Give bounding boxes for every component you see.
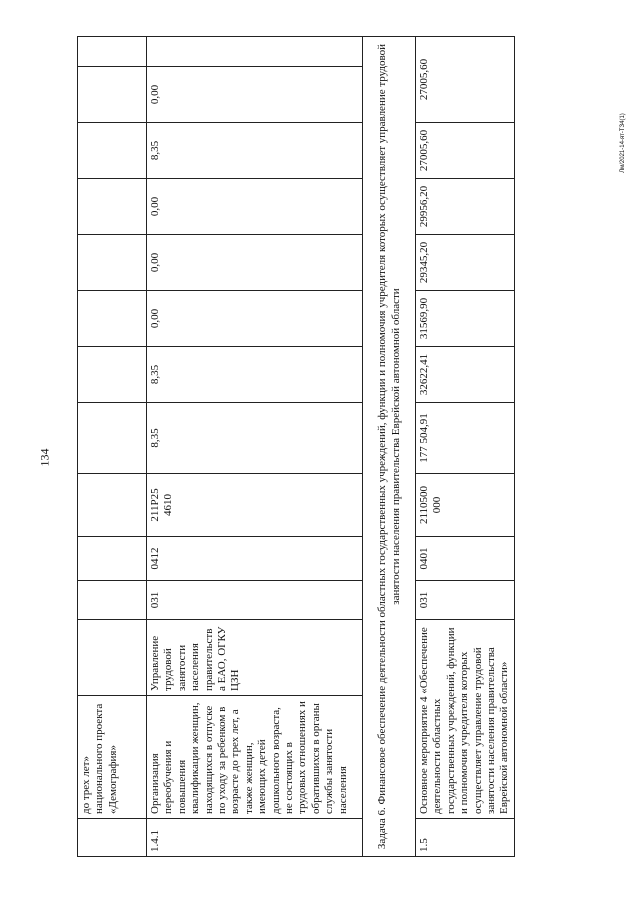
csr-code bbox=[78, 474, 147, 537]
rzpr-code bbox=[78, 537, 147, 581]
amount-year: 27005,60 bbox=[416, 123, 515, 179]
rotated-table-wrapper bbox=[77, 37, 511, 857]
row-number: 1.5 bbox=[416, 819, 515, 857]
budget-table bbox=[77, 36, 515, 857]
amount-total: 8,35 bbox=[147, 403, 363, 474]
row-number: 1.4.1 bbox=[147, 819, 363, 857]
task-header: Задача 6. Финансовое обеспечение деятельности областных государственных учреждений, функции и полномочия учредителя которых осуществляет управление трудовой занятости населения правительства Еврейской автономной области bbox=[363, 37, 416, 857]
amount-year bbox=[78, 67, 147, 123]
amount-year: 8,35 bbox=[147, 347, 363, 403]
executor bbox=[78, 620, 147, 696]
amount-year: 29956,20 bbox=[416, 179, 515, 235]
page-number: 134 bbox=[37, 448, 52, 467]
amount-year bbox=[78, 235, 147, 291]
measure-name: Основное мероприятие 4 «Обеспечение деятельности областных государственных учреждений, функции и полномочия учредителя которых осуществляет управление трудовой занятости населения правительства Еврейской автономной области» bbox=[416, 620, 515, 819]
document-code: Лм/2021-14-ят-ТЗ4(1) bbox=[620, 113, 626, 173]
amount-total bbox=[78, 403, 147, 474]
table-row bbox=[416, 37, 515, 857]
amount-year: 31569,90 bbox=[416, 291, 515, 347]
measure-name: до трех лет» национального проекта «Демография» bbox=[78, 696, 147, 819]
amount-year bbox=[78, 37, 147, 67]
table-row bbox=[78, 37, 147, 857]
amount-year bbox=[78, 347, 147, 403]
csr-code: 2110500 000 bbox=[416, 474, 515, 537]
task-header-row bbox=[363, 37, 416, 857]
grbs-code: 031 bbox=[147, 581, 363, 620]
amount-year bbox=[147, 37, 363, 67]
amount-year bbox=[78, 179, 147, 235]
amount-year: 0,00 bbox=[147, 67, 363, 123]
executor: Управление трудовой занятости населения правительства ЕАО, ОГКУ ЦЗН bbox=[147, 620, 363, 696]
amount-year bbox=[78, 123, 147, 179]
table-row bbox=[147, 37, 363, 857]
grbs-code: 031 bbox=[416, 581, 515, 620]
grbs-code bbox=[78, 581, 147, 620]
amount-year: 0,00 bbox=[147, 291, 363, 347]
row-number bbox=[78, 819, 147, 857]
rzpr-code: 0401 bbox=[416, 537, 515, 581]
amount-year: 32622,41 bbox=[416, 347, 515, 403]
amount-year: 8,35 bbox=[147, 123, 363, 179]
amount-year: 27005,60 bbox=[416, 37, 515, 123]
rzpr-code: 0412 bbox=[147, 537, 363, 581]
csr-code: 211Р25 4610 bbox=[147, 474, 363, 537]
amount-year: 0,00 bbox=[147, 179, 363, 235]
amount-year bbox=[78, 291, 147, 347]
amount-year: 29345,20 bbox=[416, 235, 515, 291]
amount-total: 177 504,91 bbox=[416, 403, 515, 474]
amount-year: 0,00 bbox=[147, 235, 363, 291]
measure-name: Организация переобучения и повышения квалификации женщин, находящихся в отпуске по уходу за ребенком в возрасте до трех лет, а также женщин, имеющих детей дошкольного возраста, не состоящих в трудовых отношениях и обратившихся в органы службы занятости населения bbox=[147, 696, 363, 819]
